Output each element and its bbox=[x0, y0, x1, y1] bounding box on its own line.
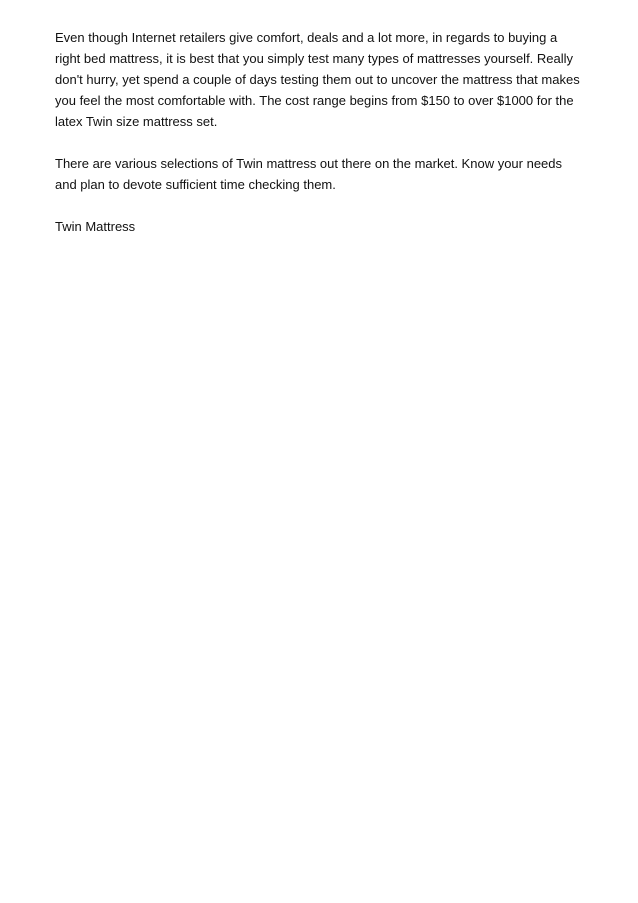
paragraph-selection: There are various selections of Twin mattress out there on the market. Know your needs and plan to devote sufficient time checking them. bbox=[55, 156, 563, 192]
document-body bbox=[55, 27, 583, 237]
paragraph-intro: Even though Internet retailers give comfort, deals and a lot more, in regards to buying a right bed mattress, it is best that you simply test many types of mattresses yourself. Really don't hurry, yet spend a couple of days testing them out to uncover the mattress that makes you feel the most comfortable with. The cost range begins from $150 to over $1000 for the latex Twin size mattress set. bbox=[55, 30, 580, 129]
signoff-text: Twin Mattress bbox=[55, 219, 136, 234]
